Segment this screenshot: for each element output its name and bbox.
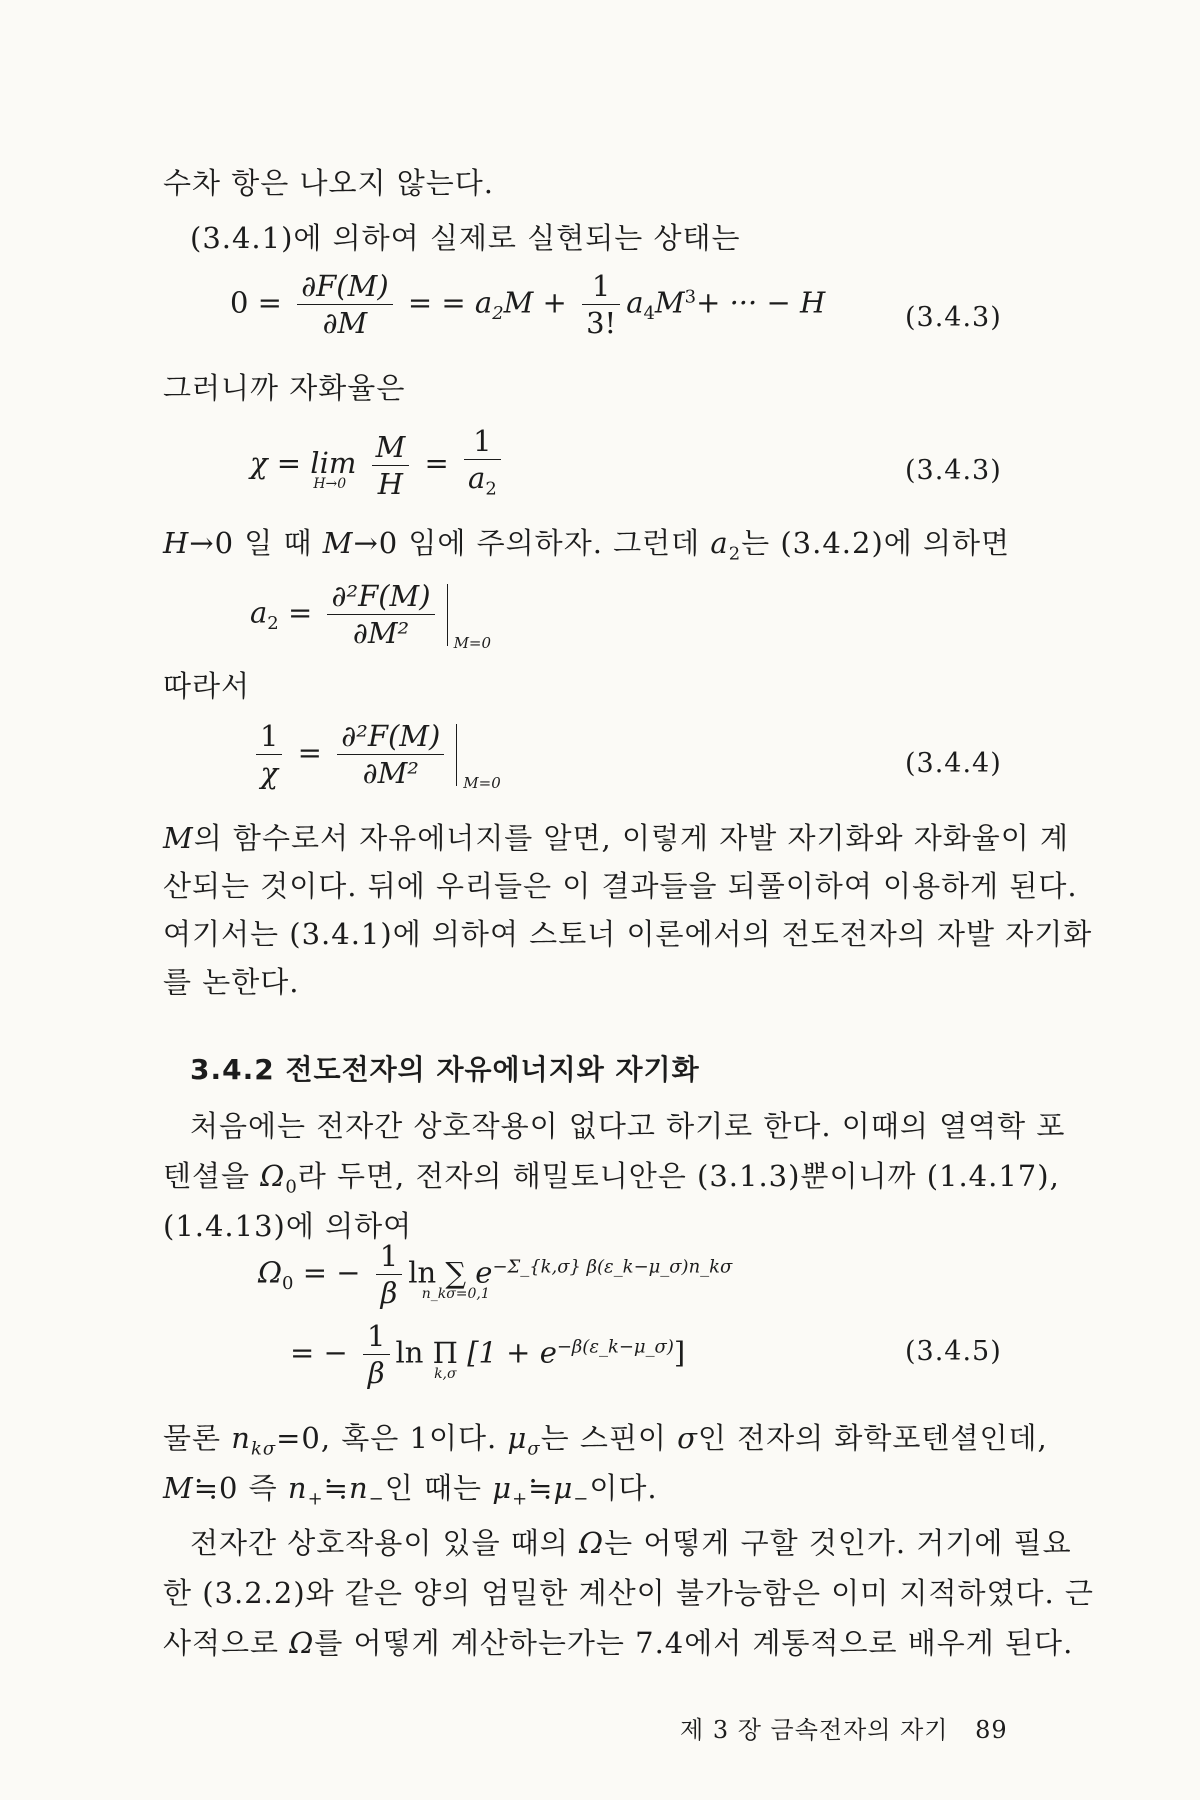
exponential-base: e bbox=[475, 1255, 493, 1290]
text-line bbox=[163, 525, 1010, 572]
text: 라 두면, 전자의 해밀토니안은 (3.1.3)뿐이니까 (1.4.17), bbox=[297, 1159, 1060, 1193]
numerator: M bbox=[372, 431, 410, 466]
denominator: a bbox=[468, 461, 486, 495]
equation-number: (3.4.5) bbox=[905, 1336, 1002, 1367]
text-line: 를 논한다. bbox=[163, 965, 300, 999]
text: 물론 bbox=[163, 1421, 232, 1455]
equals: = bbox=[297, 735, 322, 770]
denominator: β bbox=[380, 1276, 398, 1310]
text: 인 때는 bbox=[384, 1471, 493, 1505]
numerator: 1 bbox=[256, 720, 282, 755]
math-var: a bbox=[710, 526, 729, 560]
numerator: 1 bbox=[582, 270, 620, 305]
evaluation-bar bbox=[447, 584, 492, 652]
equation-3-4-3a: 0 = $\frac{\partial F(M)}{\partial M}$ = = $a_2M$ + $\frac{1}{3!}$ $a_4M^3+$ ··· − H bbox=[230, 269, 826, 340]
evaluation-point: M=0 bbox=[453, 633, 492, 652]
denominator: χ bbox=[260, 756, 279, 790]
math-var: σ bbox=[677, 1421, 698, 1455]
fraction bbox=[256, 720, 282, 789]
text-line: (1.4.13)에 의하여 bbox=[163, 1209, 413, 1243]
math-var: μ bbox=[492, 1471, 513, 1505]
term: = a bbox=[441, 285, 493, 320]
subscript: 2 bbox=[267, 612, 279, 634]
math-var: H bbox=[163, 526, 190, 560]
text: ≒ bbox=[528, 1471, 554, 1505]
text: 텐셜을 bbox=[163, 1159, 261, 1193]
equation-a2 bbox=[250, 579, 492, 652]
text-line: 여기서는 (3.4.1)에 의하여 스토너 이론에서의 전도전자의 자발 자기화 bbox=[163, 917, 1093, 951]
equals: = − bbox=[290, 1335, 348, 1370]
text: 전자간 상호작용이 있을 때의 bbox=[190, 1526, 580, 1560]
numerator: 1 bbox=[363, 1320, 389, 1355]
text-line: 산되는 것이다. 뒤에 우리들은 이 결과들을 되풀이하여 이용하게 된다. bbox=[163, 869, 1078, 903]
fraction bbox=[297, 270, 392, 339]
section-heading: 3.4.2 전도전자의 자유에너지와 자기화 bbox=[190, 1053, 700, 1086]
text: 를 어떻게 계산하는가는 7.4에서 계통적으로 배우게 된다. bbox=[314, 1626, 1074, 1660]
text-line: 수차 항은 나오지 않는다. bbox=[163, 166, 495, 200]
exponent: −Σ_{k,σ} β(ε_k−μ_σ)n_kσ bbox=[492, 1256, 733, 1278]
subscript: + bbox=[307, 1488, 324, 1510]
bracket: ] bbox=[673, 1335, 686, 1370]
math-var: Ω bbox=[289, 1626, 315, 1660]
text-line bbox=[190, 1525, 1072, 1561]
numerator: ∂²F(M) bbox=[327, 580, 434, 615]
evaluation-point: M=0 bbox=[463, 773, 501, 792]
text-line bbox=[163, 1420, 1048, 1467]
evaluation-bar bbox=[456, 724, 501, 792]
text: 이다. bbox=[589, 1471, 658, 1505]
equals: = − bbox=[302, 1255, 361, 1290]
denominator: ∂M bbox=[322, 306, 368, 340]
subscript: 2 bbox=[728, 543, 742, 565]
denominator: H bbox=[377, 466, 404, 501]
text: 는 어떻게 구할 것인가. 거기에 필요 bbox=[604, 1526, 1072, 1560]
numerator: 1 bbox=[464, 425, 501, 460]
sum-limits: n_kσ=0,1 bbox=[421, 1285, 490, 1302]
text: ≒ bbox=[323, 1471, 349, 1505]
term: + ··· − H bbox=[696, 285, 826, 320]
math-var: n bbox=[348, 1471, 369, 1505]
equation-3-4-3b bbox=[250, 425, 507, 505]
subscript: kσ bbox=[250, 1438, 277, 1460]
fraction bbox=[327, 580, 434, 649]
page-number: 89 bbox=[975, 1716, 1008, 1744]
text: 는 (3.4.2)에 의하면 bbox=[741, 526, 1011, 560]
equation-omega0-line1 bbox=[258, 1240, 732, 1309]
equation-number: (3.4.3) bbox=[905, 455, 1002, 486]
product-symbol: Π bbox=[432, 1335, 458, 1370]
math-var: Ω bbox=[579, 1526, 605, 1560]
sum-symbol: ∑ bbox=[445, 1255, 467, 1290]
math-var: n bbox=[231, 1421, 251, 1455]
fraction bbox=[582, 270, 620, 339]
term: Ω bbox=[258, 1255, 283, 1290]
running-footer bbox=[680, 1710, 1008, 1745]
text-line bbox=[163, 1470, 658, 1517]
text: 는 스핀이 bbox=[540, 1421, 678, 1455]
denominator: ∂M² bbox=[352, 616, 410, 650]
equals: = bbox=[424, 446, 449, 481]
fraction bbox=[337, 720, 444, 789]
fraction bbox=[464, 425, 501, 505]
math-var: M bbox=[163, 821, 194, 855]
product-limits: k,σ bbox=[434, 1365, 457, 1382]
math-var: M bbox=[163, 1471, 194, 1505]
ln-operator: ln bbox=[408, 1255, 437, 1290]
text-line: 처음에는 전자간 상호작용이 없다고 하기로 한다. 이때의 열역학 포 bbox=[190, 1109, 1066, 1143]
text: =0, 혹은 1이다. bbox=[276, 1421, 508, 1455]
text-line: 그러니까 자화율은 bbox=[163, 371, 406, 405]
term: [1 + e bbox=[467, 1335, 557, 1370]
math-var: n bbox=[287, 1471, 308, 1505]
denominator: ∂M² bbox=[362, 756, 419, 790]
fraction bbox=[372, 431, 410, 500]
equation-number: (3.4.3) bbox=[905, 302, 1002, 333]
limit-operator: χ = lim bbox=[250, 446, 357, 481]
text-line bbox=[163, 820, 1069, 856]
math-var: μ bbox=[553, 1471, 574, 1505]
numerator: ∂F(M) bbox=[297, 270, 392, 305]
math-var: M bbox=[322, 526, 354, 560]
limit bbox=[250, 446, 357, 493]
term: a bbox=[250, 595, 268, 630]
exponent: −β(ε_k−μ_σ) bbox=[556, 1336, 674, 1358]
eq-lhs: 0 = bbox=[230, 285, 282, 320]
text: 인 전자의 화학포텐셜인데, bbox=[697, 1421, 1048, 1455]
numerator: ∂²F(M) bbox=[337, 720, 444, 755]
text-line: 따라서 bbox=[163, 669, 251, 703]
subscript: 0 bbox=[285, 1176, 298, 1198]
equation-3-4-5 bbox=[290, 1320, 685, 1389]
math-var: Ω bbox=[260, 1159, 286, 1193]
text: →0 임에 주의하자. 그런데 bbox=[353, 526, 711, 560]
fraction bbox=[376, 1240, 402, 1309]
subscript: − bbox=[368, 1488, 385, 1510]
math-var: μ bbox=[507, 1421, 528, 1455]
denominator: β bbox=[367, 1356, 385, 1390]
text: ≒0 즉 bbox=[193, 1471, 288, 1505]
limit-subscript: H→0 bbox=[313, 476, 347, 493]
term: M bbox=[654, 285, 685, 320]
superscript: 3 bbox=[684, 286, 697, 308]
equals: = bbox=[287, 595, 313, 630]
subscript: 2 bbox=[492, 302, 504, 324]
subscript: − bbox=[573, 1488, 590, 1510]
subscript: 0 bbox=[282, 1272, 294, 1294]
text: 의 함수로서 자유에너지를 알면, 이렇게 자발 자기화와 자화율이 계 bbox=[193, 821, 1070, 855]
subscript: σ bbox=[527, 1438, 541, 1460]
product bbox=[432, 1335, 458, 1382]
denominator: 3! bbox=[586, 306, 617, 340]
term: a bbox=[626, 285, 644, 320]
chapter-title: 제 3 장 금속전자의 자기 bbox=[680, 1716, 949, 1744]
subscript: + bbox=[512, 1488, 529, 1510]
term: M + bbox=[503, 285, 567, 320]
text: →0 일 때 bbox=[189, 526, 323, 560]
fraction bbox=[363, 1320, 389, 1389]
text-line: (3.4.1)에 의하여 실제로 실현되는 상태는 bbox=[190, 221, 741, 255]
text: 사적으로 bbox=[163, 1626, 290, 1660]
equation-3-4-4 bbox=[250, 719, 501, 792]
ln-operator: ln bbox=[395, 1335, 424, 1370]
text-line bbox=[163, 1158, 1060, 1205]
subscript: 4 bbox=[643, 302, 655, 324]
subscript: 2 bbox=[485, 478, 497, 500]
text-line: 한 (3.2.2)와 같은 양의 엄밀한 계산이 불가능함은 이미 지적하였다. 근 bbox=[163, 1576, 1094, 1610]
text-line bbox=[163, 1625, 1073, 1661]
equation-number: (3.4.4) bbox=[905, 748, 1002, 779]
numerator: 1 bbox=[376, 1240, 402, 1275]
